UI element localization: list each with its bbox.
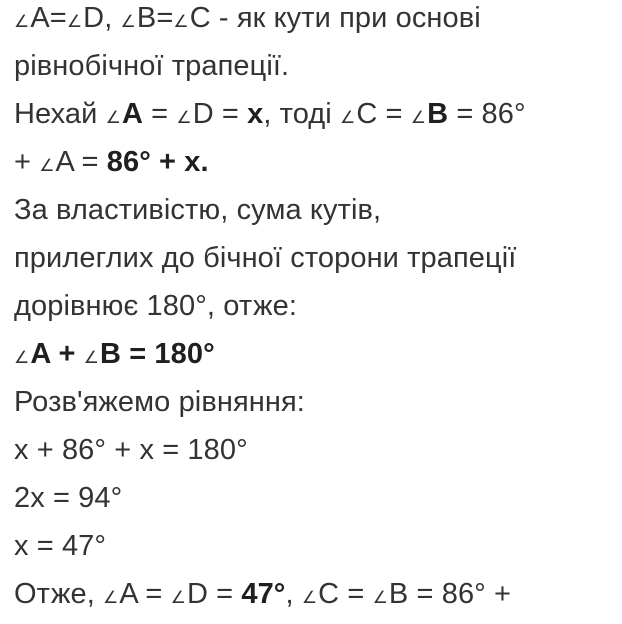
text-run: прилеглих до бічної сторони трапеції xyxy=(14,242,517,274)
text-run: D, xyxy=(83,2,121,34)
text-line xyxy=(14,378,622,426)
bold-text: B xyxy=(427,98,449,130)
text-line xyxy=(14,330,622,378)
text-run: A= xyxy=(30,2,67,34)
text-run: Отже, xyxy=(14,578,104,610)
text-line xyxy=(14,282,622,330)
angle-symbol: ∠ xyxy=(14,348,30,367)
bold-text: B = 180° xyxy=(100,338,215,370)
text-run: B = 86° + xyxy=(388,578,512,610)
text-run: x = 47° xyxy=(14,530,107,562)
angle-symbol: ∠ xyxy=(66,12,83,31)
angle-symbol: ∠ xyxy=(39,156,55,175)
text-line xyxy=(14,570,622,618)
text-run: A = xyxy=(55,146,107,178)
text-run: C = xyxy=(356,98,411,130)
solution-text xyxy=(14,0,622,618)
text-run: D = xyxy=(192,98,248,130)
angle-symbol: ∠ xyxy=(120,12,136,31)
bold-text: A xyxy=(121,98,143,130)
text-run: C - як кути при основі xyxy=(189,2,481,34)
text-line xyxy=(14,474,622,522)
angle-symbol: ∠ xyxy=(105,108,121,127)
text-run: = xyxy=(142,98,177,130)
text-run: B= xyxy=(136,2,174,34)
text-run: A = xyxy=(119,578,171,610)
text-run: 2x = 94° xyxy=(14,482,123,514)
angle-symbol: ∠ xyxy=(301,588,318,607)
text-line xyxy=(14,138,622,186)
angle-symbol: ∠ xyxy=(170,588,186,607)
text-line xyxy=(14,42,622,90)
text-run: За властивістю, сума кутів, xyxy=(14,194,382,226)
text-run: + xyxy=(14,146,40,178)
angle-symbol: ∠ xyxy=(410,108,427,127)
angle-symbol: ∠ xyxy=(103,588,119,607)
text-line xyxy=(14,522,622,570)
text-run: , xyxy=(285,578,302,610)
text-line xyxy=(14,0,622,42)
text-run: , тоді xyxy=(263,98,341,130)
text-run: D = xyxy=(186,578,242,610)
text-line xyxy=(14,186,622,234)
angle-symbol: ∠ xyxy=(173,12,189,31)
angle-symbol: ∠ xyxy=(83,348,100,367)
text-run: рівнобічної трапеції. xyxy=(14,50,290,82)
bold-text: x xyxy=(247,98,264,130)
angle-symbol: ∠ xyxy=(14,12,30,31)
text-line xyxy=(14,90,622,138)
angle-symbol: ∠ xyxy=(372,588,388,607)
bold-text: A + xyxy=(30,338,84,370)
bold-text: 86° + x. xyxy=(106,146,209,178)
text-run: x + 86° + x = 180° xyxy=(14,434,248,466)
bold-text: 47° xyxy=(241,578,286,610)
text-run: = 86° xyxy=(448,98,526,130)
text-run: дорівнює 180°, отже: xyxy=(14,290,298,322)
text-line xyxy=(14,426,622,474)
text-run: Нехай xyxy=(14,98,106,130)
text-run: C = xyxy=(318,578,373,610)
angle-symbol: ∠ xyxy=(340,108,356,127)
text-line xyxy=(14,234,622,282)
text-run: Розв'яжемо рівняння: xyxy=(14,386,305,418)
angle-symbol: ∠ xyxy=(176,108,192,127)
